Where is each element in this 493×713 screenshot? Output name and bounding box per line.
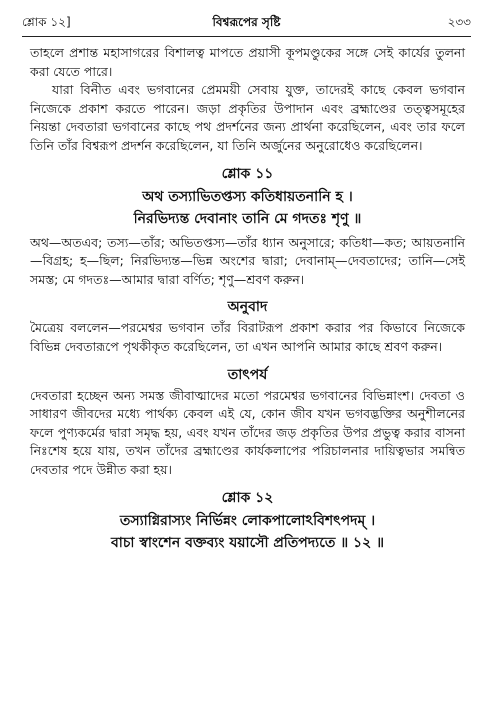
intro-paragraph-2: যারা বিনীত এবং ভগবানের প্রেমময়ী সেবায় যুক্ত, তাদেরই কাছে কেবল ভগবান নিজেকে প্রকাশ করতে পারেন। জড়া প্রকৃতির উপাদান এবং ব্রহ্মাণ্ডের তত্ত্বসমূহের নিয়ন্তা দেবতারা ভগবানের কাছে পথ প্রদর্শনের জন্য প্রার্থনা করেছিলেন, এবং তার ফলে তিনি তাঁর বিশ্বরূপ প্রদর্শন করেছিলেন, যা তিনি অর্জুনের অনুরোধেও করেছিলেন।	[30, 82, 465, 153]
running-header	[22, 14, 471, 34]
verse-11-synonyms: অথ—অতএব; তস্য—তাঁর; অভিতপ্তস্য—তাঁর ধ্যান অনুসারে; কতিধা—কত; আয়তনানি—বিগ্রহ; হ—ছিল; নিরভিদ্যন্ত—ভিন্ন অংশের দ্বারা; দেবানাম্—দেবতাদের; তানি—সেই সমস্ত; মে গদতঃ—আমার দ্বারা বর্ণিত; শৃণু—শ্রবণ করুন।	[30, 234, 465, 287]
verse-11-line-2: নিরভিদ্যন্ত দেবানাং তানি মে গদতঃ শৃণু ॥	[133, 210, 362, 227]
verse-11-heading: শ্লোক ১১	[221, 165, 274, 182]
verse-12-line-2: বাচা স্বাংশেন বক্তব্যং যয়াসৌ প্রতিপদ্যতে ॥ ১২ ॥	[110, 534, 384, 551]
header-rule	[22, 36, 471, 37]
translation-text: মৈত্রেয় বললেন—পরমেশ্বর ভগবান তাঁর বিরাটরূপ প্রকাশ করার পর কিভাবে নিজেকে বিভিন্ন দেবতারূপে পৃথকীকৃত করেছিলেন, তা এখন আপনি আমার কাছে শ্রবণ করুন।	[30, 320, 465, 354]
intro-paragraph-1: তাহলে প্রশান্ত মহাসাগরের বিশালত্ব মাপতে প্রয়াসী কূপমণ্ডুকের সঙ্গে সেই কার্যের তুলনা করা যেতে পারে।	[30, 45, 465, 79]
purport-heading: তাৎপর্য	[227, 366, 268, 383]
verse-12-heading: শ্লোক ১২	[221, 489, 274, 506]
header-page-number: ২৩৩	[447, 15, 471, 29]
header-chapter-title: বিশ্বরূপের সৃষ্টি	[212, 15, 281, 29]
page-body	[30, 44, 465, 554]
verse-12-line-1: তস্যাগ্নিরাস্যং নির্ভিন্নং লোকপালোঽবিশৎপদম্ ।	[119, 512, 376, 529]
purport-text: দেবতারা হচ্ছেন অন্য সমস্ত জীবাত্মাদের মতো পরমেশ্বর ভগবানের বিভিন্নাংশ। দেবতা ও সাধারণ জীবদের মধ্যে পার্থক্য কেবল এই যে, কোন জীব যখন ভগবদ্ভক্তির অনুশীলনের ফলে পুণ্যকর্মের দ্বারা সমৃদ্ধ হয়, এবং যখন তাঁদের জড় প্রকৃতির উপর প্রভুত্ব করার বাসনা নিঃশেষ হয়ে যায়, তখন তাঁদের ব্রহ্মাণ্ডের কার্যকলাপের পরিচালনার দায়িত্বভার সমন্বিত দেবতার পদে উন্নীত করা হয়।	[30, 387, 465, 477]
translation-heading: অনুবাদ	[227, 299, 268, 316]
verse-11-line-1: অথ তস্যাভিতপ্তস্য কতিধায়তনানি হ ।	[142, 188, 353, 205]
header-verse-ref: শ্লোক ১২]	[22, 15, 71, 29]
